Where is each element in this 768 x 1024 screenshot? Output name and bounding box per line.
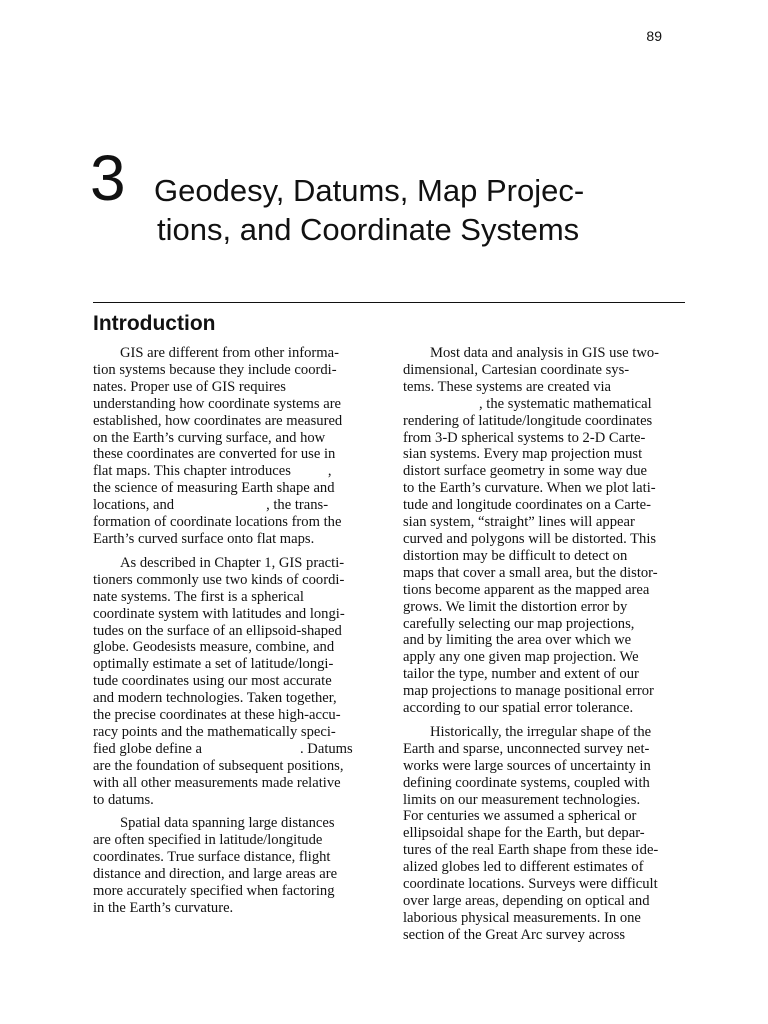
text-line: dimensional, Cartesian coordinate sys-	[403, 361, 630, 378]
text-line: sian systems. Every map projection must	[403, 446, 643, 463]
text-line: works were large sources of uncertainty in	[403, 757, 651, 774]
text-line: according to our spatial error tolerance.	[403, 700, 634, 717]
text-line: maps that cover a small area, but the distor-	[403, 564, 658, 581]
text-fragment: flat maps. This chapter introduces	[93, 463, 291, 480]
text-line: sian system, “straight” lines will appear	[403, 514, 635, 531]
chapter-number: 3	[90, 142, 126, 214]
paragraph	[93, 345, 378, 548]
text-line: carefully selecting our map projections,	[403, 615, 635, 632]
text-line: racy points and the mathematically speci-	[93, 723, 336, 740]
text-line: tures of the real Earth shape from these ide-	[403, 842, 659, 859]
text-fragment: , the trans-	[266, 497, 329, 514]
text-line: coordinate locations. Surveys were difficult	[403, 876, 658, 893]
text-line: limits on our measurement technologies.	[403, 791, 641, 808]
text-line: tudes on the surface of an ellipsoid-shaped	[93, 622, 342, 639]
left-column	[93, 345, 378, 917]
chapter-title-line-1: Geodesy, Datums, Map Projec-	[154, 173, 585, 208]
text-line: and modern technologies. Taken together,	[93, 690, 337, 707]
text-line: tailor the type, number and extent of our	[403, 666, 639, 683]
text-line: apply any one given map projection. We	[403, 649, 639, 666]
text-line: on the Earth’s curving surface, and how	[93, 429, 326, 446]
text-line	[93, 497, 378, 514]
text-line: For centuries we assumed a spherical or	[403, 808, 637, 825]
text-fragment: . Datums	[300, 740, 353, 757]
paragraph	[93, 815, 378, 916]
text-line: nates. Proper use of GIS requires	[93, 378, 286, 395]
text-line: laborious physical measurements. In one	[403, 909, 641, 926]
text-line: more accurately specified when factoring	[93, 883, 335, 900]
text-line: distort surface geometry in some way due	[403, 463, 647, 480]
section-heading: Introduction	[93, 312, 216, 335]
text-line: from 3-D spherical systems to 2-D Carte-	[403, 429, 646, 446]
text-line: tems. These systems are created via	[403, 378, 612, 395]
text-line: established, how coordinates are measured	[93, 412, 343, 429]
text-line: map projections to manage positional error	[403, 683, 654, 700]
text-fragment: fied globe define a	[93, 740, 202, 757]
text-line: optimally estimate a set of latitude/longi-	[93, 656, 334, 673]
text-line: grows. We limit the distortion error by	[403, 598, 628, 615]
text-line: the science of measuring Earth shape and	[93, 480, 335, 497]
page-number: 89	[646, 28, 662, 44]
paragraph	[403, 724, 693, 944]
text-line: and by limiting the area over which we	[403, 632, 632, 649]
text-line: distance and direction, and large areas are	[93, 866, 338, 883]
text-line: to datums.	[93, 791, 154, 808]
text-line: GIS are different from other informa-	[120, 345, 339, 361]
text-line: Earth and sparse, unconnected survey net-	[403, 740, 650, 757]
text-fragment: , the systematic mathematical	[479, 395, 652, 412]
text-line: curved and polygons will be distorted. This	[403, 530, 657, 547]
text-line: coordinates. True surface distance, flight	[93, 849, 331, 866]
text-line: globe. Geodesists measure, combine, and	[93, 639, 335, 656]
text-line: defining coordinate systems, coupled with	[403, 774, 650, 791]
paragraph	[403, 345, 693, 717]
text-line: coordinate system with latitudes and longi-	[93, 605, 345, 622]
text-line	[93, 463, 378, 480]
text-line: tion systems because they include coordi-	[93, 361, 337, 378]
text-line: with all other measurements made relative	[93, 774, 341, 791]
text-line	[93, 741, 378, 758]
text-line: tions become apparent as the mapped area	[403, 581, 650, 598]
text-line: tude coordinates using our most accurate	[93, 673, 332, 690]
text-line: tioners commonly use two kinds of coordi-	[93, 571, 345, 588]
text-line: to the Earth’s curvature. When we plot lati-	[403, 480, 656, 497]
chapter-title	[154, 171, 714, 249]
text-line	[403, 396, 693, 413]
text-line: Earth’s curved surface onto flat maps.	[93, 530, 315, 547]
text-line: Spatial data spanning large distances	[120, 815, 335, 832]
text-fragment: ,	[327, 463, 332, 480]
text-fragment: locations, and	[93, 497, 175, 514]
text-line: formation of coordinate locations from the	[93, 514, 342, 531]
text-line: Historically, the irregular shape of the	[430, 723, 652, 740]
text-line: Most data and analysis in GIS use two-	[430, 345, 660, 361]
text-line: are the foundation of subsequent positions,	[93, 757, 344, 774]
chapter-title-line-2: tions, and Coordinate Systems	[157, 212, 580, 247]
paragraph	[93, 555, 378, 809]
text-line: the precise coordinates at these high-accu-	[93, 707, 341, 724]
text-line: understanding how coordinate systems are	[93, 395, 342, 412]
text-line: rendering of latitude/longitude coordinates	[403, 412, 653, 429]
text-line: alized globes led to different estimates of	[403, 859, 644, 876]
text-line: nate systems. The first is a spherical	[93, 588, 304, 605]
text-line: distortion may be difficult to detect on	[403, 547, 628, 564]
text-line: As described in Chapter 1, GIS practi-	[120, 554, 345, 571]
text-line: these coordinates are converted for use in	[93, 446, 336, 463]
text-line: tude and longitude coordinates on a Carte-	[403, 497, 652, 514]
text-line: ellipsoidal shape for the Earth, but depar-	[403, 825, 645, 842]
text-line: over large areas, depending on optical and	[403, 893, 650, 909]
chapter-divider	[93, 302, 685, 303]
text-line: are often specified in latitude/longitude	[93, 832, 323, 849]
text-line: section of the Great Arc survey across	[403, 926, 626, 943]
text-line: in the Earth’s curvature.	[93, 900, 234, 916]
right-column	[403, 345, 693, 944]
